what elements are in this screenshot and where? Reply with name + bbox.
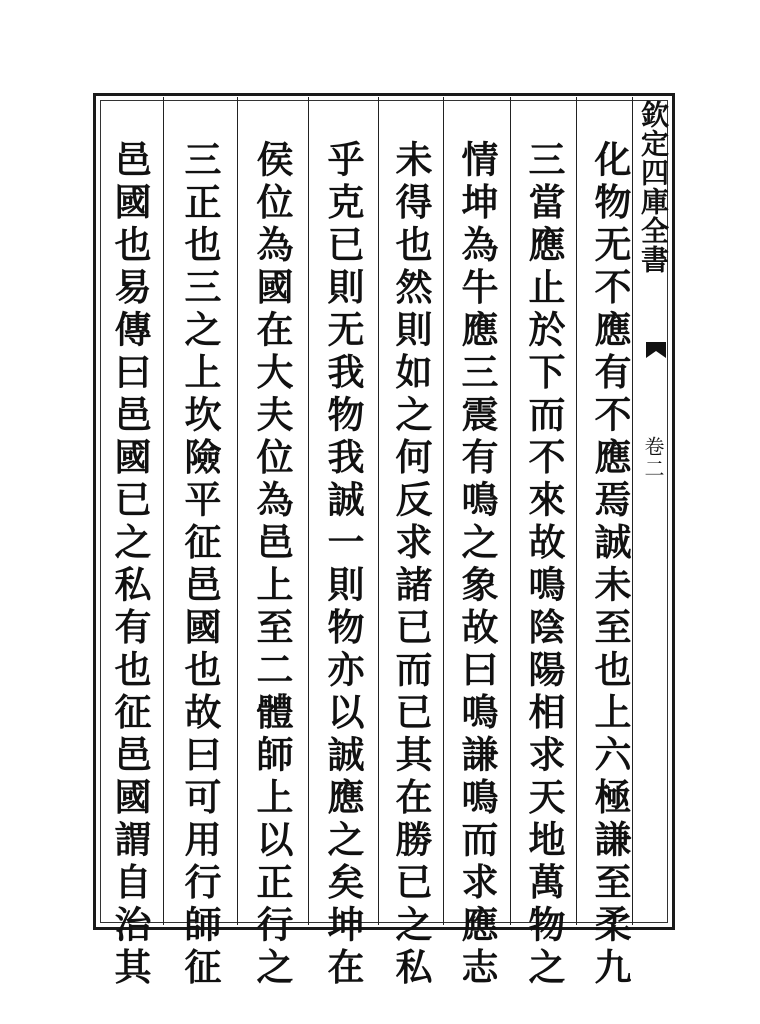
column-divider xyxy=(237,97,238,925)
text-column-3: 情坤為牛應三震有鳴之象故曰鳴謙鳴而求應志 xyxy=(455,140,499,990)
text-column-1: 化物无不應有不應焉誠未至也上六極謙至柔九 xyxy=(588,140,632,990)
column-divider xyxy=(510,97,511,925)
text-column-2: 三當應止於下而不來故鳴陰陽相求天地萬物之 xyxy=(522,140,566,990)
fishtail-ornament-icon xyxy=(644,338,668,362)
text-column-6: 侯位為國在大夫位為邑上至二體師上以正行之 xyxy=(250,140,294,990)
column-divider xyxy=(308,97,309,925)
text-column-4: 未得也然則如之何反求諸已而已其在勝已之私 xyxy=(389,140,433,990)
column-divider xyxy=(576,97,577,925)
text-column-8: 邑國也易傳曰邑國已之私有也征邑國謂自治其 xyxy=(108,140,152,990)
column-divider xyxy=(443,97,444,925)
column-divider xyxy=(163,97,164,925)
volume-number: 卷二 xyxy=(641,436,665,480)
book-title: 欽定四庫全書 xyxy=(637,100,670,274)
text-column-5: 乎克已則无我物我誠一則物亦以誠應之矣坤在 xyxy=(321,140,365,990)
text-column-7: 三正也三之上坎險平征邑國也故曰可用行師征 xyxy=(178,140,222,990)
column-divider xyxy=(378,97,379,925)
